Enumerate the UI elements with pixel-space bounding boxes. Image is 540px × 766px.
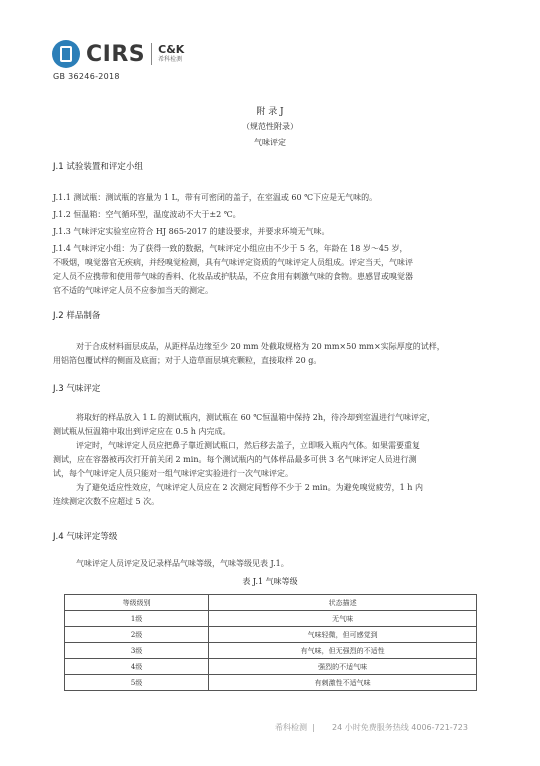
table-header-row	[65, 595, 477, 611]
clause-j1-3: J.1.3 气味评定实验室应符合 HJ 865-2017 的建设要求，并要求环境无气味。	[53, 227, 330, 236]
page-footer	[275, 722, 468, 733]
table-cell-grade: 2级	[65, 627, 209, 643]
table-caption: 表 J.1 气味等级	[242, 577, 298, 586]
clause-j1-4-line3: 定人员不应携带和使用带气味的香料、化妆品或护肤品，不应食用有刺激气味的食物。患感冒或嗅觉器	[53, 272, 413, 281]
clause-j1-1: J.1.1 测试瓶：测试瓶的容量为 1 L，带有可密闭的盖子，在室温或 60 ℃下应是无气味的。	[53, 193, 378, 202]
appendix-title: 附 录 J	[256, 107, 284, 117]
j3-line1: 将取好的样品放入 1 L 的测试瓶内，测试瓶在 60 ℃恒温箱中保持 2h，待冷却到室温进行气味评定，	[76, 413, 436, 422]
table-cell-description: 强烈的不适气味	[209, 659, 477, 675]
section-heading-j4: J.4 气味评定等级	[53, 532, 118, 542]
footer-divider	[313, 724, 326, 732]
clause-j1-4-line2: 不吸烟，嗅觉器官无疾病，并经嗅觉检测，具有气味评定资质的气味评定人员组成。评定当天，气味评	[53, 258, 413, 267]
clause-j1-4-line4: 官不适的气味评定人员不应参加当天的测定。	[53, 286, 213, 295]
company-logo	[52, 38, 184, 70]
table-cell-description: 有气味，但无强烈的不适性	[209, 643, 477, 659]
appendix-type: （规范性附录）	[242, 122, 298, 131]
partner-brand-name: C&K	[158, 43, 185, 56]
table-cell-grade: 5级	[65, 675, 209, 691]
j3-line5: 试，每个气味评定人员只能对一组气味评定实验进行一次气味评定。	[53, 469, 293, 478]
clause-j1-4-line1: J.1.4 气味评定小组：为了获得一致的数据，气味评定小组应由不少于 5 名，年龄在 18 岁～45 岁，	[53, 244, 408, 253]
section-heading-j1: J.1 试验装置和评定小组	[53, 162, 143, 172]
table-cell-description: 有刺激性不适气味	[209, 675, 477, 691]
table-row	[65, 659, 477, 675]
partner-brand	[158, 44, 184, 64]
j2-line1: 对于合成材料面层成品，从距样品边缘至少 20 mm 处截取规格为 20 mm×50 mm×实际厚度的试样，	[76, 342, 445, 351]
table-row	[65, 627, 477, 643]
table-cell-description: 气味轻微，但可感觉到	[209, 627, 477, 643]
table-cell-description: 无气味	[209, 611, 477, 627]
table-cell-grade: 4级	[65, 659, 209, 675]
table-row	[65, 675, 477, 691]
j3-line2: 测试瓶从恒温箱中取出到评定应在 0.5 h 内完成。	[53, 427, 231, 436]
table-header-grade: 等级级别	[65, 595, 209, 611]
j3-line4: 测试，应在容器被再次打开前关闭 2 min。每个测试瓶内的气体样品最多可供 3 名气味评定人员进行测	[53, 455, 417, 464]
footer-company: 希科检测	[275, 723, 307, 732]
table-row	[65, 611, 477, 627]
appendix-name: 气味评定	[254, 138, 286, 147]
odor-grade-table	[64, 594, 477, 691]
table-row	[65, 643, 477, 659]
standard-code: GB 36246-2018	[53, 72, 120, 81]
clause-j1-2: J.1.2 恒温箱：空气循环型，温度波动不大于±2 ℃。	[53, 210, 241, 219]
footer-hotline: 24 小时免费服务热线 4006-721-723	[332, 723, 468, 732]
j2-line2: 用铝箔包覆试样的侧面及底面；对于人造草面层填充颗粒，直接取样 20 g。	[53, 356, 322, 365]
table-cell-grade: 3级	[65, 643, 209, 659]
table-header-description: 状态描述	[209, 595, 477, 611]
j3-line3: 评定时，气味评定人员应把鼻子靠近测试瓶口，然后移去盖子，立即吸入瓶内气体。如果需要重复	[76, 441, 420, 450]
seal-icon	[52, 40, 80, 68]
j4-line1: 气味评定人员评定及记录样品气味等级，气味等级见表 J.1。	[76, 559, 289, 568]
j3-line7: 连续测定次数不应超过 5 次。	[53, 497, 160, 506]
section-heading-j2: J.2 样品制备	[53, 311, 101, 321]
brand-name: CIRS	[86, 41, 146, 67]
table-cell-grade: 1级	[65, 611, 209, 627]
partner-brand-sub: 希科检测	[158, 56, 183, 63]
j3-line6: 为了避免适应性效应，气味评定人员应在 2 次测定间暂停不少于 2 min。为避免嗅觉疲劳，1 h 内	[76, 483, 423, 492]
section-heading-j3: J.3 气味评定	[53, 384, 101, 394]
brand-divider	[151, 43, 152, 65]
